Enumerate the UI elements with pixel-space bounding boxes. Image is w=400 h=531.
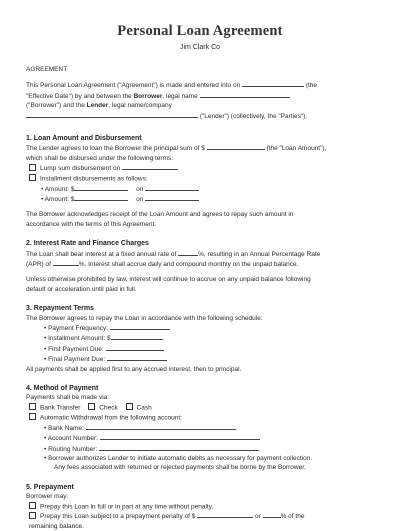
intro-text: ("Borrower") and the (26, 102, 85, 110)
principal-amount-field[interactable] (207, 143, 265, 150)
section-line: All payments shall be applied first to any accrued interest, then to principal. (26, 365, 242, 373)
section-repayment (26, 304, 374, 374)
intro-text: (the (305, 82, 318, 90)
account-row (26, 433, 374, 443)
schedule-label: • Payment Frequency: (44, 325, 109, 333)
document-title: Personal Loan Agreement (117, 23, 283, 39)
section-text: The Lender agrees to loan the Borrower the principal sum of $ (26, 145, 205, 153)
option-label: Prepay this Loan subject to a prepayment penalty of $ (40, 513, 196, 521)
installment-row (26, 194, 374, 204)
section-text: (the "Loan Amount"), (266, 145, 327, 153)
section-line: The Borrower acknowledges receipt of the Loan Amount and agrees to repay such amount in (26, 211, 294, 219)
penalty-amount-field[interactable] (197, 511, 253, 518)
section-heading: 5. Prepayment (26, 483, 74, 491)
intro-text: , legal name/company (108, 102, 172, 110)
option-label: Automatic Withdrawal from the following account: (40, 414, 182, 422)
bank-name-field[interactable] (86, 423, 236, 430)
schedule-row (26, 323, 374, 333)
first-payment-date-field[interactable] (106, 344, 164, 351)
payment-frequency-field[interactable] (110, 323, 170, 330)
schedule-row (26, 344, 374, 354)
section-prepayment (26, 483, 374, 531)
intro-text: , legal name (162, 92, 198, 100)
intro-line (26, 101, 374, 110)
installment-date-field[interactable] (145, 184, 199, 191)
section-line: which shall be disbursed under the following terms: (26, 154, 174, 162)
intro-text: ("Lender") (collectively, the "Parties"). (199, 112, 308, 120)
section-loan-amount (26, 134, 374, 229)
lump-sum-checkbox[interactable] (29, 164, 36, 171)
section-text: %, resulting in an Annual Percentage Rate (198, 250, 321, 258)
company-name: Jim Clark Co (179, 44, 221, 51)
intro-paragraph (26, 80, 374, 121)
section-line: Payments shall be made via: (26, 394, 110, 402)
auto-withdrawal-option (26, 413, 374, 423)
section-heading: 1. Loan Amount and Disbursement (26, 135, 142, 143)
section-line: accordance with the terms of this Agreement. (26, 220, 157, 228)
section-line (26, 143, 374, 153)
schedule-label: • Final Payment Due: (44, 356, 106, 364)
effective-date-field[interactable] (242, 80, 304, 87)
section-heading: 2. Interest Rate and Finance Charges (26, 240, 149, 248)
on-label: on (136, 195, 144, 203)
account-label: • Bank Name: (44, 424, 84, 432)
amount-label: • Amount: $ (41, 195, 75, 203)
section-heading: 4. Method of Payment (26, 385, 99, 393)
installment-amount-field[interactable] (74, 194, 128, 201)
borrower-name-field[interactable] (200, 91, 290, 98)
schedule-row (26, 354, 374, 364)
bank-transfer-checkbox[interactable] (29, 403, 36, 410)
schedule-row (26, 333, 374, 343)
option-label: Check (99, 404, 118, 412)
option-label: % of the (280, 513, 305, 521)
option-label: Cash (136, 404, 152, 412)
installment-date-field[interactable] (145, 194, 199, 201)
final-payment-date-field[interactable] (107, 354, 167, 361)
section-interest-rate (26, 239, 374, 294)
section-line (26, 249, 374, 259)
account-label: • Account Number: (44, 435, 98, 443)
check-checkbox[interactable] (88, 403, 95, 410)
section-text: (APR) of (26, 261, 51, 268)
section-heading: 3. Repayment Terms (26, 305, 94, 313)
schedule-label: • Installment Amount: $ (44, 335, 111, 343)
option-label: Bank Transfer (40, 404, 81, 412)
lender-label: Lender (86, 102, 109, 110)
on-label: on (136, 185, 144, 193)
agreement-heading: AGREEMENT (26, 66, 68, 73)
cash-checkbox[interactable] (126, 403, 133, 410)
section-text: The Loan shall bear interest at a fixed annual rate of (26, 250, 177, 258)
apr-field[interactable] (53, 259, 79, 266)
intro-line (26, 80, 374, 90)
lump-sum-option (26, 163, 374, 173)
section-payment-method (26, 384, 374, 473)
option-label: Prepay this Loan in full or in part at any time without penalty. (40, 503, 214, 511)
routing-number-field[interactable] (99, 444, 259, 451)
intro-line (26, 91, 374, 101)
account-number-field[interactable] (100, 433, 260, 440)
intro-line (26, 111, 374, 121)
section-line: The Borrower agrees to repay the Loan in accordance with the following schedule: (26, 314, 263, 322)
section-line: default or acceleration until paid in full. (26, 285, 137, 293)
intro-text: "Effective Date") by and between the (26, 92, 132, 100)
installment-row (26, 184, 374, 194)
prepay-option-continued: remaining balance. (29, 522, 84, 530)
account-label: • Routing Number: (44, 445, 98, 453)
option-label: Lump sum disbursement on (40, 165, 121, 173)
installment-amount-total-field[interactable] (111, 333, 163, 340)
authorization-line: • Borrower authorizes Lender to initiate automatic debits as necessary for payment collection. (44, 454, 313, 462)
schedule-label: • First Payment Due: (44, 345, 104, 353)
lender-name-field[interactable] (26, 111, 198, 118)
section-line: Unless otherwise prohibited by law, interest will continue to accrue on any unpaid balance following (26, 276, 311, 284)
interest-rate-field[interactable] (178, 249, 198, 256)
prepay-option (26, 511, 374, 521)
option-label: Installment disbursements as follows: (40, 175, 148, 183)
section-text: %. Interest shall accrue daily and compound monthly on the unpaid balance. (78, 261, 299, 268)
option-label: or (255, 513, 261, 521)
account-row (26, 423, 374, 433)
borrower-label: Borrower (133, 92, 163, 100)
section-line: Borrower may: (26, 493, 69, 501)
account-row (26, 444, 374, 454)
authorization-line: Any fees associated with returned or rejected payments shall be borne by the Borrower. (54, 464, 306, 472)
penalty-percent-field[interactable] (263, 511, 281, 518)
installment-option (26, 174, 374, 184)
prepay-option (26, 502, 374, 512)
lump-sum-date-field[interactable] (122, 163, 178, 170)
prepay-no-penalty-checkbox[interactable] (29, 502, 36, 509)
auto-withdrawal-checkbox[interactable] (29, 413, 36, 420)
installment-checkbox[interactable] (29, 174, 36, 181)
amount-label: • Amount: $ (41, 185, 75, 193)
intro-text: This Personal Loan Agreement ("Agreement") is made and entered into on (26, 82, 241, 90)
installment-amount-field[interactable] (74, 184, 128, 191)
section-line (26, 259, 374, 269)
payment-options-row (26, 403, 374, 413)
